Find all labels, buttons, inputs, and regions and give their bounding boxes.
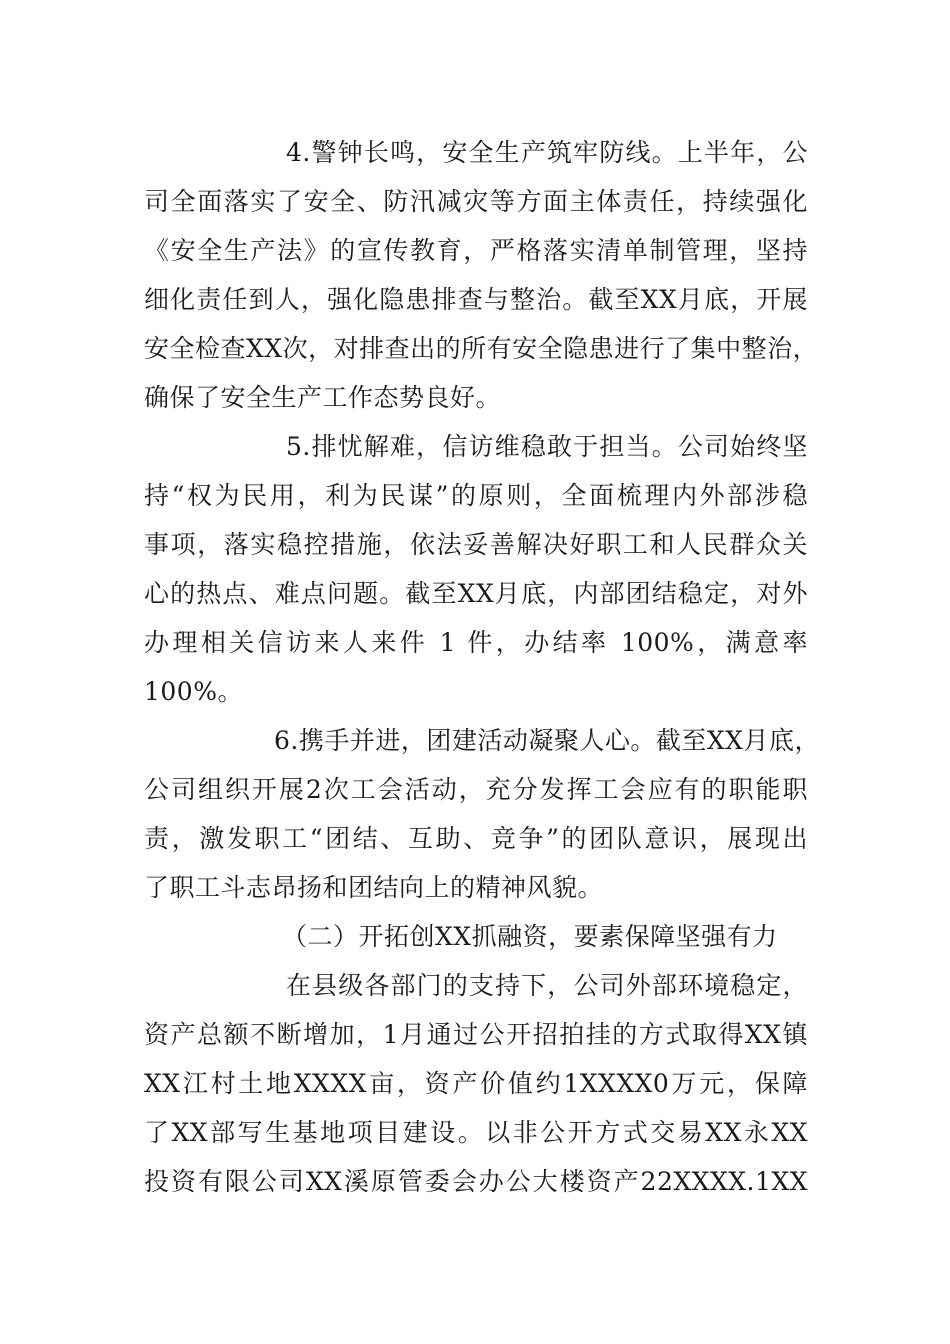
paragraph-financing-line-4: 了XX部写生基地项目建设。以非公开方式交易XX永XX (144, 1118, 808, 1147)
paragraph-financing-line-2: 资产总额不断增加，1月通过公开招拍挂的方式取得XX镇 (144, 1020, 808, 1049)
paragraph-financing-line-1: 在县级各部门的支持下，公司外部环境稳定， (286, 971, 808, 1000)
paragraph-5-line-5: 办理相关信访来人来件 1 件，办结率 100%，满意率 (144, 628, 808, 657)
paragraph-4-line-6: 确保了安全生产工作态势良好。 (144, 383, 502, 412)
paragraph-5-line-4: 心的热点、难点问题。截至XX月底，内部团结稳定，对外 (144, 579, 808, 608)
paragraph-4-line-5: 安全检查XX次，对排查出的所有安全隐患进行了集中整治， (144, 334, 819, 363)
paragraph-5-line-3: 事项，落实稳控措施，依法妥善解决好职工和人民群众关 (144, 530, 808, 559)
paragraph-6-line-3: 责，激发职工“团结、互助、竞争”的团队意识，展现出 (144, 824, 808, 853)
paragraph-5-line-6: 100%。 (144, 677, 243, 706)
paragraph-5-line-1: 5.排忧解难，信访维稳敢于担当。公司始终坚 (286, 432, 808, 461)
paragraph-financing-line-3: XX江村土地XXXX亩，资产价值约1XXXX0万元，保障 (144, 1069, 808, 1098)
paragraph-6-line-2: 公司组织开展2次工会活动，充分发挥工会应有的职能职 (144, 775, 808, 804)
paragraph-4-line-3: 《安全生产法》的宣传教育，严格落实清单制管理，坚持 (144, 236, 808, 265)
paragraph-5-line-2: 持“权为民用，利为民谋”的原则，全面梳理内外部涉稳 (144, 481, 808, 510)
paragraph-4-line-2: 司全面落实了安全、防汛减灾等方面主体责任，持续强化 (144, 187, 808, 216)
paragraph-financing-line-5: 投资有限公司XX溪原管委会办公大楼资产22XXXX.1XX (144, 1167, 808, 1196)
paragraph-6-line-1: 6.携手并进，团建活动凝聚人心。截至XX月底， (274, 726, 820, 755)
paragraph-4-line-4: 细化责任到人，强化隐患排查与整治。截至XX月底，开展 (144, 285, 808, 314)
paragraph-6-line-4: 了职工斗志昂扬和团结向上的精神风貌。 (144, 873, 604, 902)
paragraph-4-line-1: 4.警钟长鸣，安全生产筑牢防线。上半年，公 (286, 138, 808, 167)
section-heading: （二）开拓创XX抓融资，要素保障坚强有力 (282, 922, 778, 951)
document-body (144, 128, 820, 1206)
